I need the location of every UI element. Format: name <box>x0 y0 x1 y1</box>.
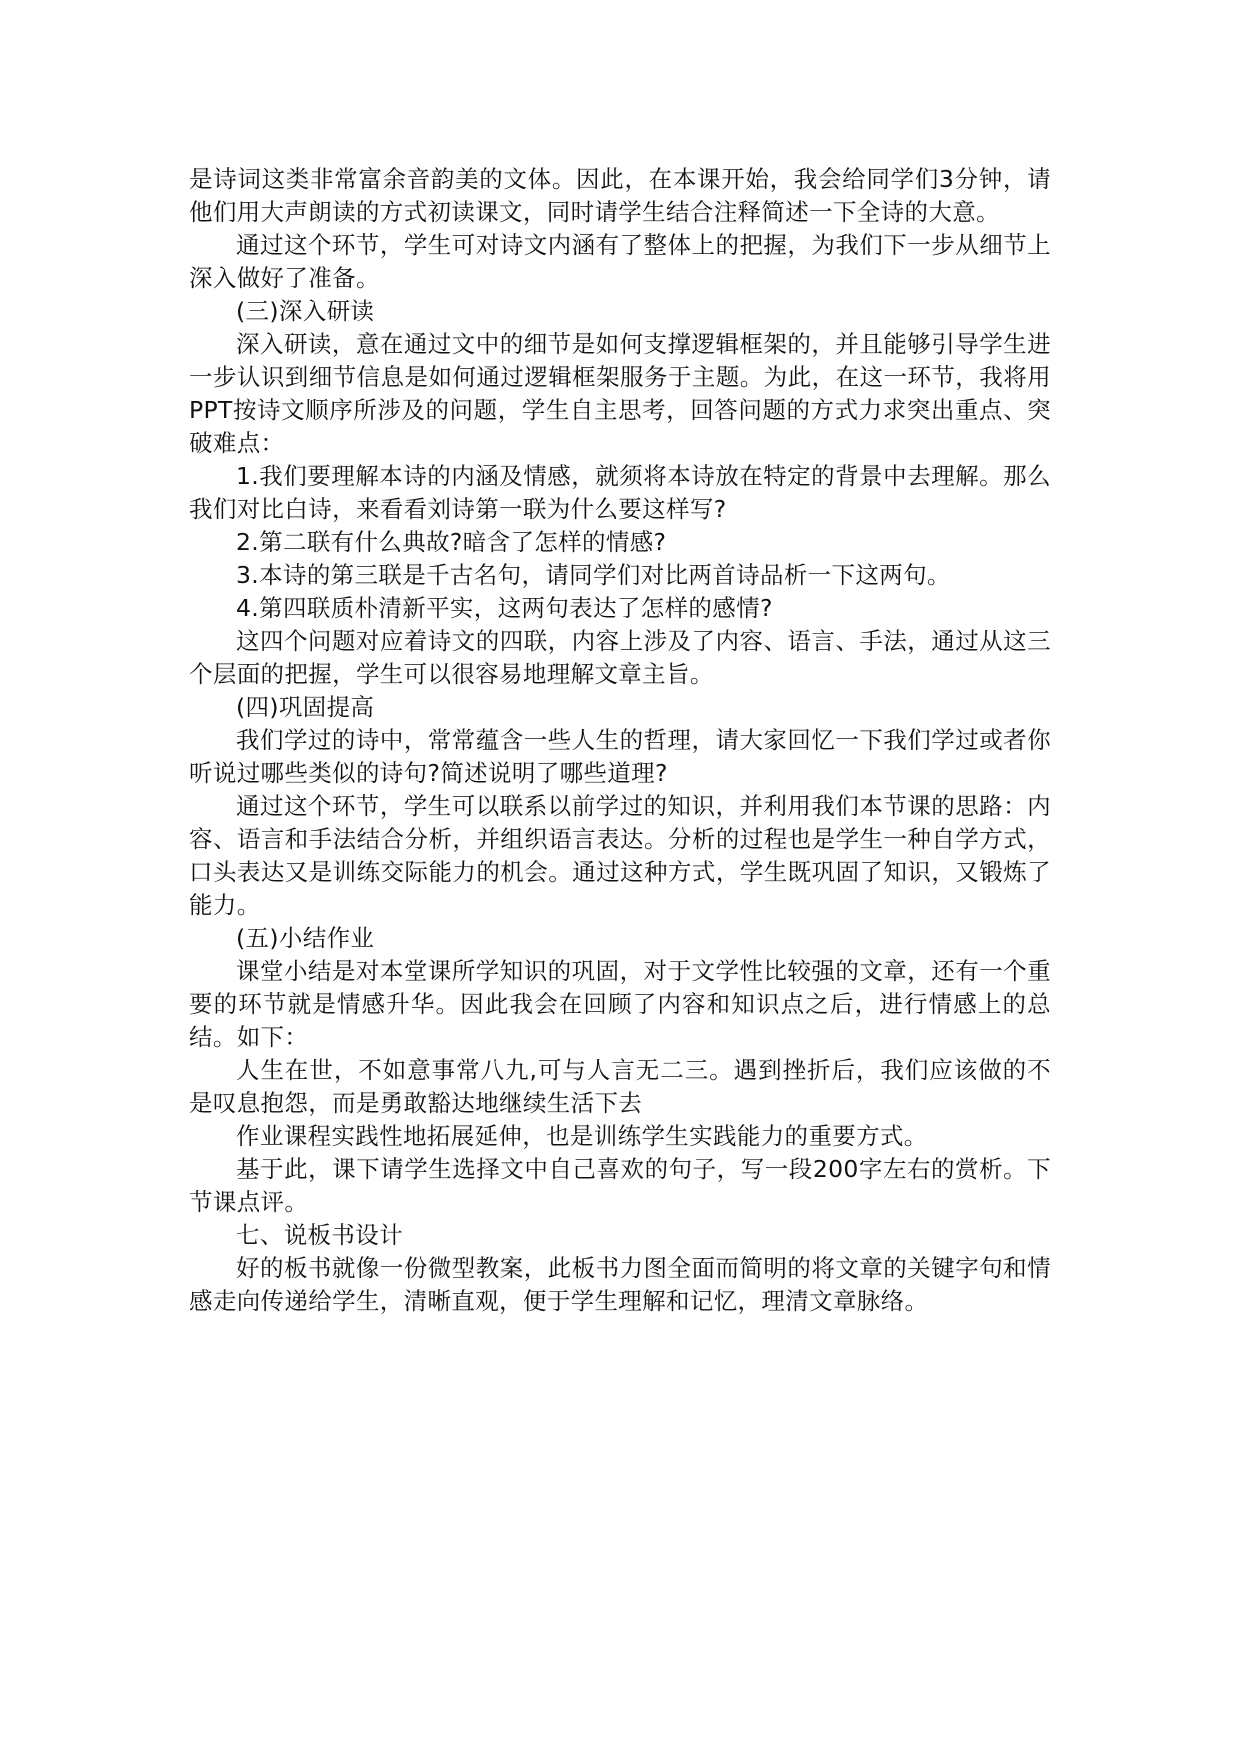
paragraph: 课堂小结是对本堂课所学知识的巩固，对于文学性比较强的文章，还有一个重要的环节就是情感升华。因此我会在回顾了内容和知识点之后，进行情感上的总结。如下： <box>189 957 1051 1051</box>
question-item: 2.第二联有什么典故?暗含了怎样的情感? <box>236 528 667 556</box>
section-heading: (五)小结作业 <box>236 924 375 952</box>
question-item: 3.本诗的第三联是千古名句，请同学们对比两首诗品析一下这两句。 <box>236 561 951 589</box>
paragraph: 我们学过的诗中，常常蕴含一些人生的哲理，请大家回忆一下我们学过或者你听说过哪些类似的诗句?简述说明了哪些道理? <box>189 726 1051 787</box>
question-item: 4.第四联质朴清新平实，这两句表达了怎样的感情? <box>236 594 773 622</box>
section-heading: (四)巩固提高 <box>236 693 375 721</box>
paragraph: 通过这个环节，学生可对诗文内涵有了整体上的把握，为我们下一步从细节上深入做好了准备。 <box>189 231 1051 292</box>
paragraph: 这四个问题对应着诗文的四联，内容上涉及了内容、语言、手法，通过从这三个层面的把握，学生可以很容易地理解文章主旨。 <box>189 627 1051 688</box>
paragraph: 作业课程实践性地拓展延伸，也是训练学生实践能力的重要方式。 <box>236 1122 928 1150</box>
section-heading: 七、说板书设计 <box>236 1221 403 1249</box>
paragraph: 人生在世，不如意事常八九,可与人言无二三。遇到挫折后，我们应该做的不是叹息抱怨，而是勇敢豁达地继续生活下去 <box>189 1056 1051 1117</box>
paragraph: 基于此，课下请学生选择文中自己喜欢的句子，写一段200字左右的赏析。下节课点评。 <box>189 1155 1051 1216</box>
paragraph: 好的板书就像一份微型教案，此板书力图全面而简明的将文章的关键字句和情感走向传递给学生，清晰直观，便于学生理解和记忆，理清文章脉络。 <box>189 1254 1051 1315</box>
paragraph: 通过这个环节，学生可以联系以前学过的知识，并利用我们本节课的思路：内容、语言和手法结合分析，并组织语言表达。分析的过程也是学生一种自学方式，口头表达又是训练交际能力的机会。通过这种方式，学生既巩固了知识，又锻炼了能力。 <box>189 792 1051 919</box>
paragraph: 是诗词这类非常富余音韵美的文体。因此，在本课开始，我会给同学们3分钟，请他们用大声朗读的方式初读课文，同时请学生结合注释简述一下全诗的大意。 <box>189 165 1051 226</box>
section-heading: (三)深入研读 <box>236 297 375 325</box>
document-body <box>189 163 1051 1318</box>
paragraph: 深入研读，意在通过文中的细节是如何支撑逻辑框架的，并且能够引导学生进一步认识到细节信息是如何通过逻辑框架服务于主题。为此，在这一环节，我将用PPT按诗文顺序所涉及的问题，学生自主思考，回答问题的方式力求突出重点、突破难点： <box>189 330 1051 457</box>
question-item: 1.我们要理解本诗的内涵及情感，就须将本诗放在特定的背景中去理解。那么我们对比白诗，来看看刘诗第一联为什么要这样写? <box>189 462 1051 523</box>
